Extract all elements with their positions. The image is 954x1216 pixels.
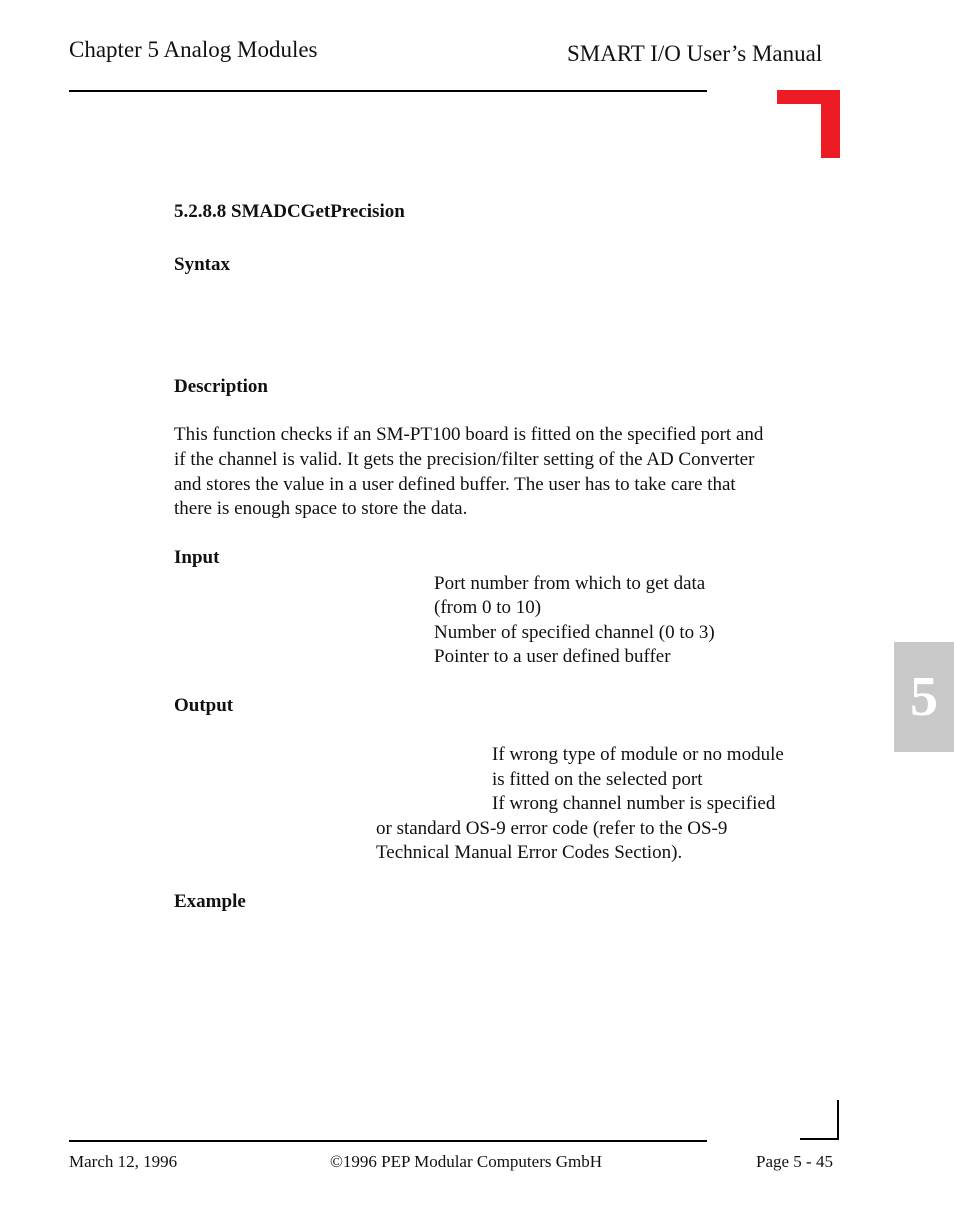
syntax-label: Syntax: [174, 254, 230, 275]
output-line: If wrong type of module or no module: [492, 744, 784, 765]
chapter-thumb-tab: [894, 642, 954, 752]
section-heading: 5.2.8.8 SMADCGetPrecision: [174, 201, 405, 222]
red-corner-mark: [777, 90, 840, 158]
example-label: Example: [174, 891, 246, 912]
description-label: Description: [174, 376, 268, 397]
footer-copyright: ©1996 PEP Modular Computers GmbH: [330, 1152, 603, 1171]
input-line: Pointer to a user defined buffer: [434, 646, 671, 667]
manual-title: SMART I/O User’s Manual: [567, 41, 823, 66]
input-line: Number of specified channel (0 to 3): [434, 622, 715, 643]
bottom-corner-mark: [800, 1100, 840, 1140]
header-rule: [69, 90, 707, 92]
input-line: Port number from which to get data: [434, 573, 706, 594]
output-label: Output: [174, 695, 234, 716]
output-note-line: or standard OS-9 error code (refer to the OS-9: [376, 818, 728, 839]
chapter-title: Chapter 5 Analog Modules: [69, 37, 318, 62]
input-label: Input: [174, 547, 220, 568]
footer-rule: [69, 1140, 707, 1142]
input-line: (from 0 to 10): [434, 597, 542, 618]
description-line: This function checks if an SM-PT100 board is fitted on the specified port and: [174, 424, 764, 445]
footer-page-number: Page 5 - 45: [756, 1152, 833, 1171]
output-note-line: Technical Manual Error Codes Section).: [376, 842, 683, 863]
description-line: if the channel is valid. It gets the precision/filter setting of the AD Converter: [174, 449, 755, 470]
description-line: there is enough space to store the data.: [174, 498, 468, 519]
output-line: If wrong channel number is specified: [492, 793, 776, 814]
footer-date: March 12, 1996: [69, 1152, 178, 1171]
chapter-thumb-number: 5: [910, 666, 938, 728]
output-line: is fitted on the selected port: [492, 769, 703, 790]
description-line: and stores the value in a user defined buffer. The user has to take care that: [174, 474, 736, 495]
